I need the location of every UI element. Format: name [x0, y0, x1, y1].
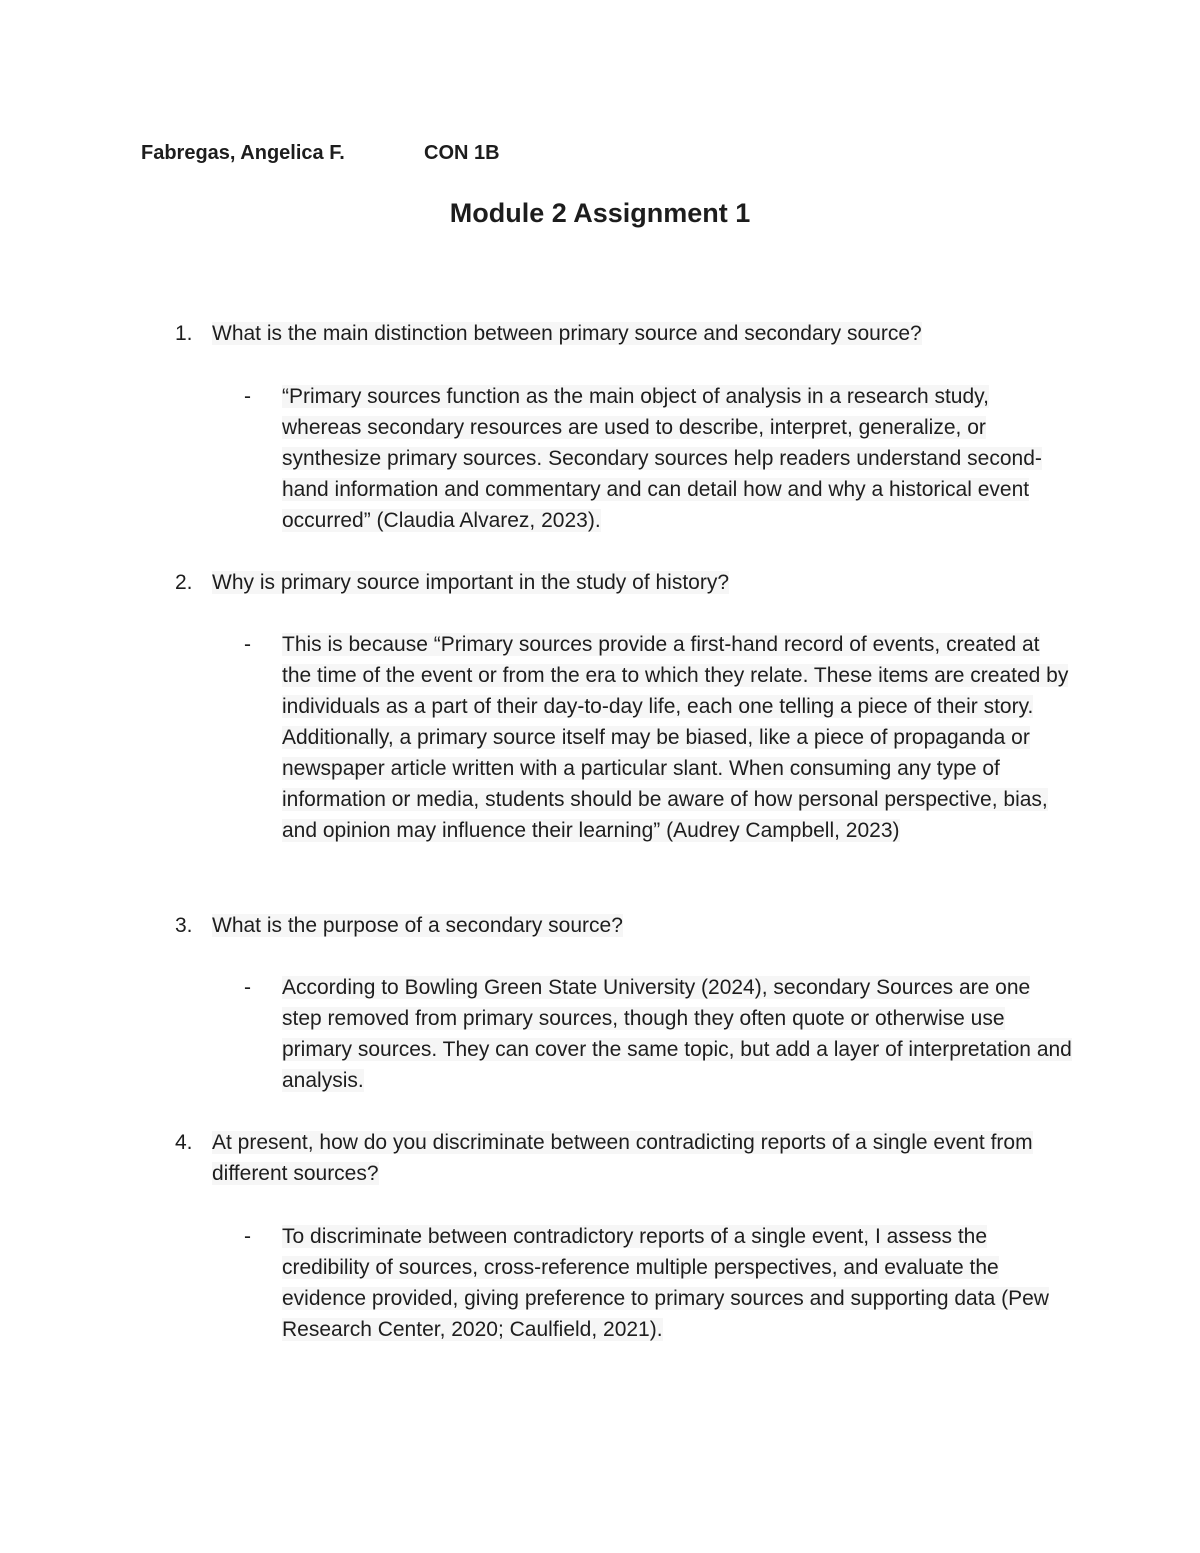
- student-name: Fabregas, Angelica F.: [141, 142, 345, 164]
- question-4: [175, 1127, 1075, 1189]
- answer-2: [244, 629, 1074, 846]
- bullet-dash: -: [244, 633, 251, 656]
- answer-4: [244, 1221, 1074, 1345]
- question-number: 4.: [175, 1131, 193, 1154]
- bullet-dash: -: [244, 976, 251, 999]
- answer-text: This is because “Primary sources provide a first-hand record of events, created at the time of the event or from the era to which they relate. These items are created by individuals as a part of their day-to-day life, each one telling a piece of their story. Additionally, a primary source itself may be biased, like a piece of propaganda or newspaper article written with a particular slant. When consuming any type of information or media, students should be aware of how personal perspective, bias, and opinion may influence their learning” (Audrey Campbell, 2023): [282, 633, 1069, 842]
- bullet-dash: -: [244, 385, 251, 408]
- question-number: 1.: [175, 322, 193, 345]
- bullet-dash: -: [244, 1225, 251, 1248]
- question-text: Why is primary source important in the study of history?: [212, 571, 730, 594]
- question-number: 2.: [175, 571, 193, 594]
- answer-text: To discriminate between contradictory reports of a single event, I assess the credibility of sources, cross-reference multiple perspectives, and evaluate the evidence provided, giving preference to primary sources and supporting data (Pew Research Center, 2020; Caulfield, 2021).: [282, 1225, 1049, 1341]
- answer-text: According to Bowling Green State University (2024), secondary Sources are one step removed from primary sources, though they often quote or otherwise use primary sources. They can cover the same topic, but add a layer of interpretation and analysis.: [282, 976, 1072, 1092]
- question-2: [175, 567, 1075, 598]
- question-text: What is the purpose of a secondary source?: [212, 914, 623, 937]
- document-header: [141, 142, 500, 165]
- page-title: Module 2 Assignment 1: [449, 198, 751, 228]
- answer-1: [244, 381, 1074, 536]
- question-3: [175, 910, 1075, 941]
- question-text: At present, how do you discriminate between contradicting reports of a single event from different sources?: [212, 1131, 1033, 1185]
- answer-text: “Primary sources function as the main object of analysis in a research study, whereas secondary resources are used to describe, interpret, generalize, or synthesize primary sources. Secondary sources help readers understand second-hand information and commentary and can detail how and why a historical event occurred” (Claudia Alvarez, 2023).: [282, 385, 1042, 532]
- class-section: CON 1B: [424, 142, 500, 164]
- answer-3: [244, 972, 1074, 1096]
- question-text: What is the main distinction between primary source and secondary source?: [212, 322, 922, 345]
- question-1: [175, 318, 1075, 349]
- question-number: 3.: [175, 914, 193, 937]
